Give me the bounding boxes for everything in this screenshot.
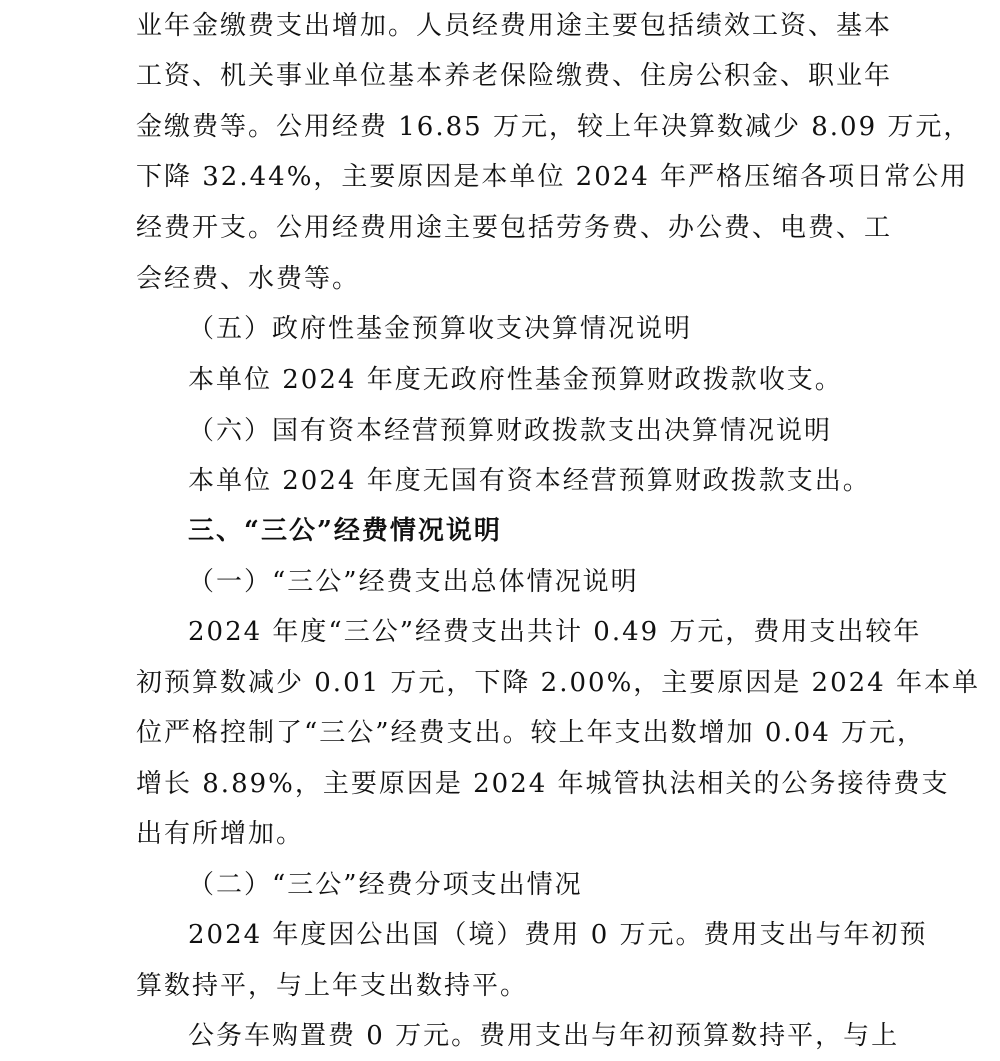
subsection-heading: （六）国有资本经营预算财政拨款支出决算情况说明 — [188, 416, 833, 446]
subsection-heading: （二）“三公”经费分项支出情况 — [188, 870, 583, 900]
subsection-heading: （五）政府性基金预算收支决算情况说明 — [188, 314, 693, 344]
paragraph-line: 本单位 2024 年度无国有资本经营预算财政拨款支出。 — [188, 466, 871, 496]
paragraph-line: 2024 年度“三公”经费支出共计 0.49 万元，费用支出较年 — [188, 617, 922, 647]
paragraph-line: 增长 8.89%，主要原因是 2024 年城管执法相关的公务接待费支 — [136, 769, 950, 799]
paragraph-line: 经费开支。公用经费用途主要包括劳务费、办公费、电费、工 — [136, 213, 893, 243]
paragraph-line: 工资、机关事业单位基本养老保险缴费、住房公积金、职业年 — [136, 61, 893, 91]
paragraph-line: 下降 32.44%，主要原因是本单位 2024 年严格压缩各项日常公用 — [136, 162, 969, 192]
section-heading: 三、“三公”经费情况说明 — [188, 516, 502, 546]
paragraph-line: 本单位 2024 年度无政府性基金预算财政拨款收支。 — [188, 365, 843, 395]
paragraph-line: 2024 年度因公出国（境）费用 0 万元。费用支出与年初预 — [188, 920, 928, 950]
paragraph-line: 会经费、水费等。 — [136, 264, 361, 294]
subsection-heading: （一）“三公”经费支出总体情况说明 — [188, 567, 639, 597]
paragraph-line: 金缴费等。公用经费 16.85 万元，较上年决算数减少 8.09 万元， — [136, 112, 972, 142]
paragraph-line: 公务车购置费 0 万元。费用支出与年初预算数持平，与上 — [188, 1021, 900, 1051]
paragraph-line: 位严格控制了“三公”经费支出。较上年支出数增加 0.04 万元， — [136, 718, 926, 748]
paragraph-line: 出有所增加。 — [136, 819, 305, 849]
paragraph-line: 初预算数减少 0.01 万元，下降 2.00%，主要原因是 2024 年本单 — [136, 668, 980, 698]
paragraph-line: 业年金缴费支出增加。人员经费用途主要包括绩效工资、基本 — [136, 11, 893, 41]
paragraph-line: 算数持平，与上年支出数持平。 — [136, 971, 529, 1001]
